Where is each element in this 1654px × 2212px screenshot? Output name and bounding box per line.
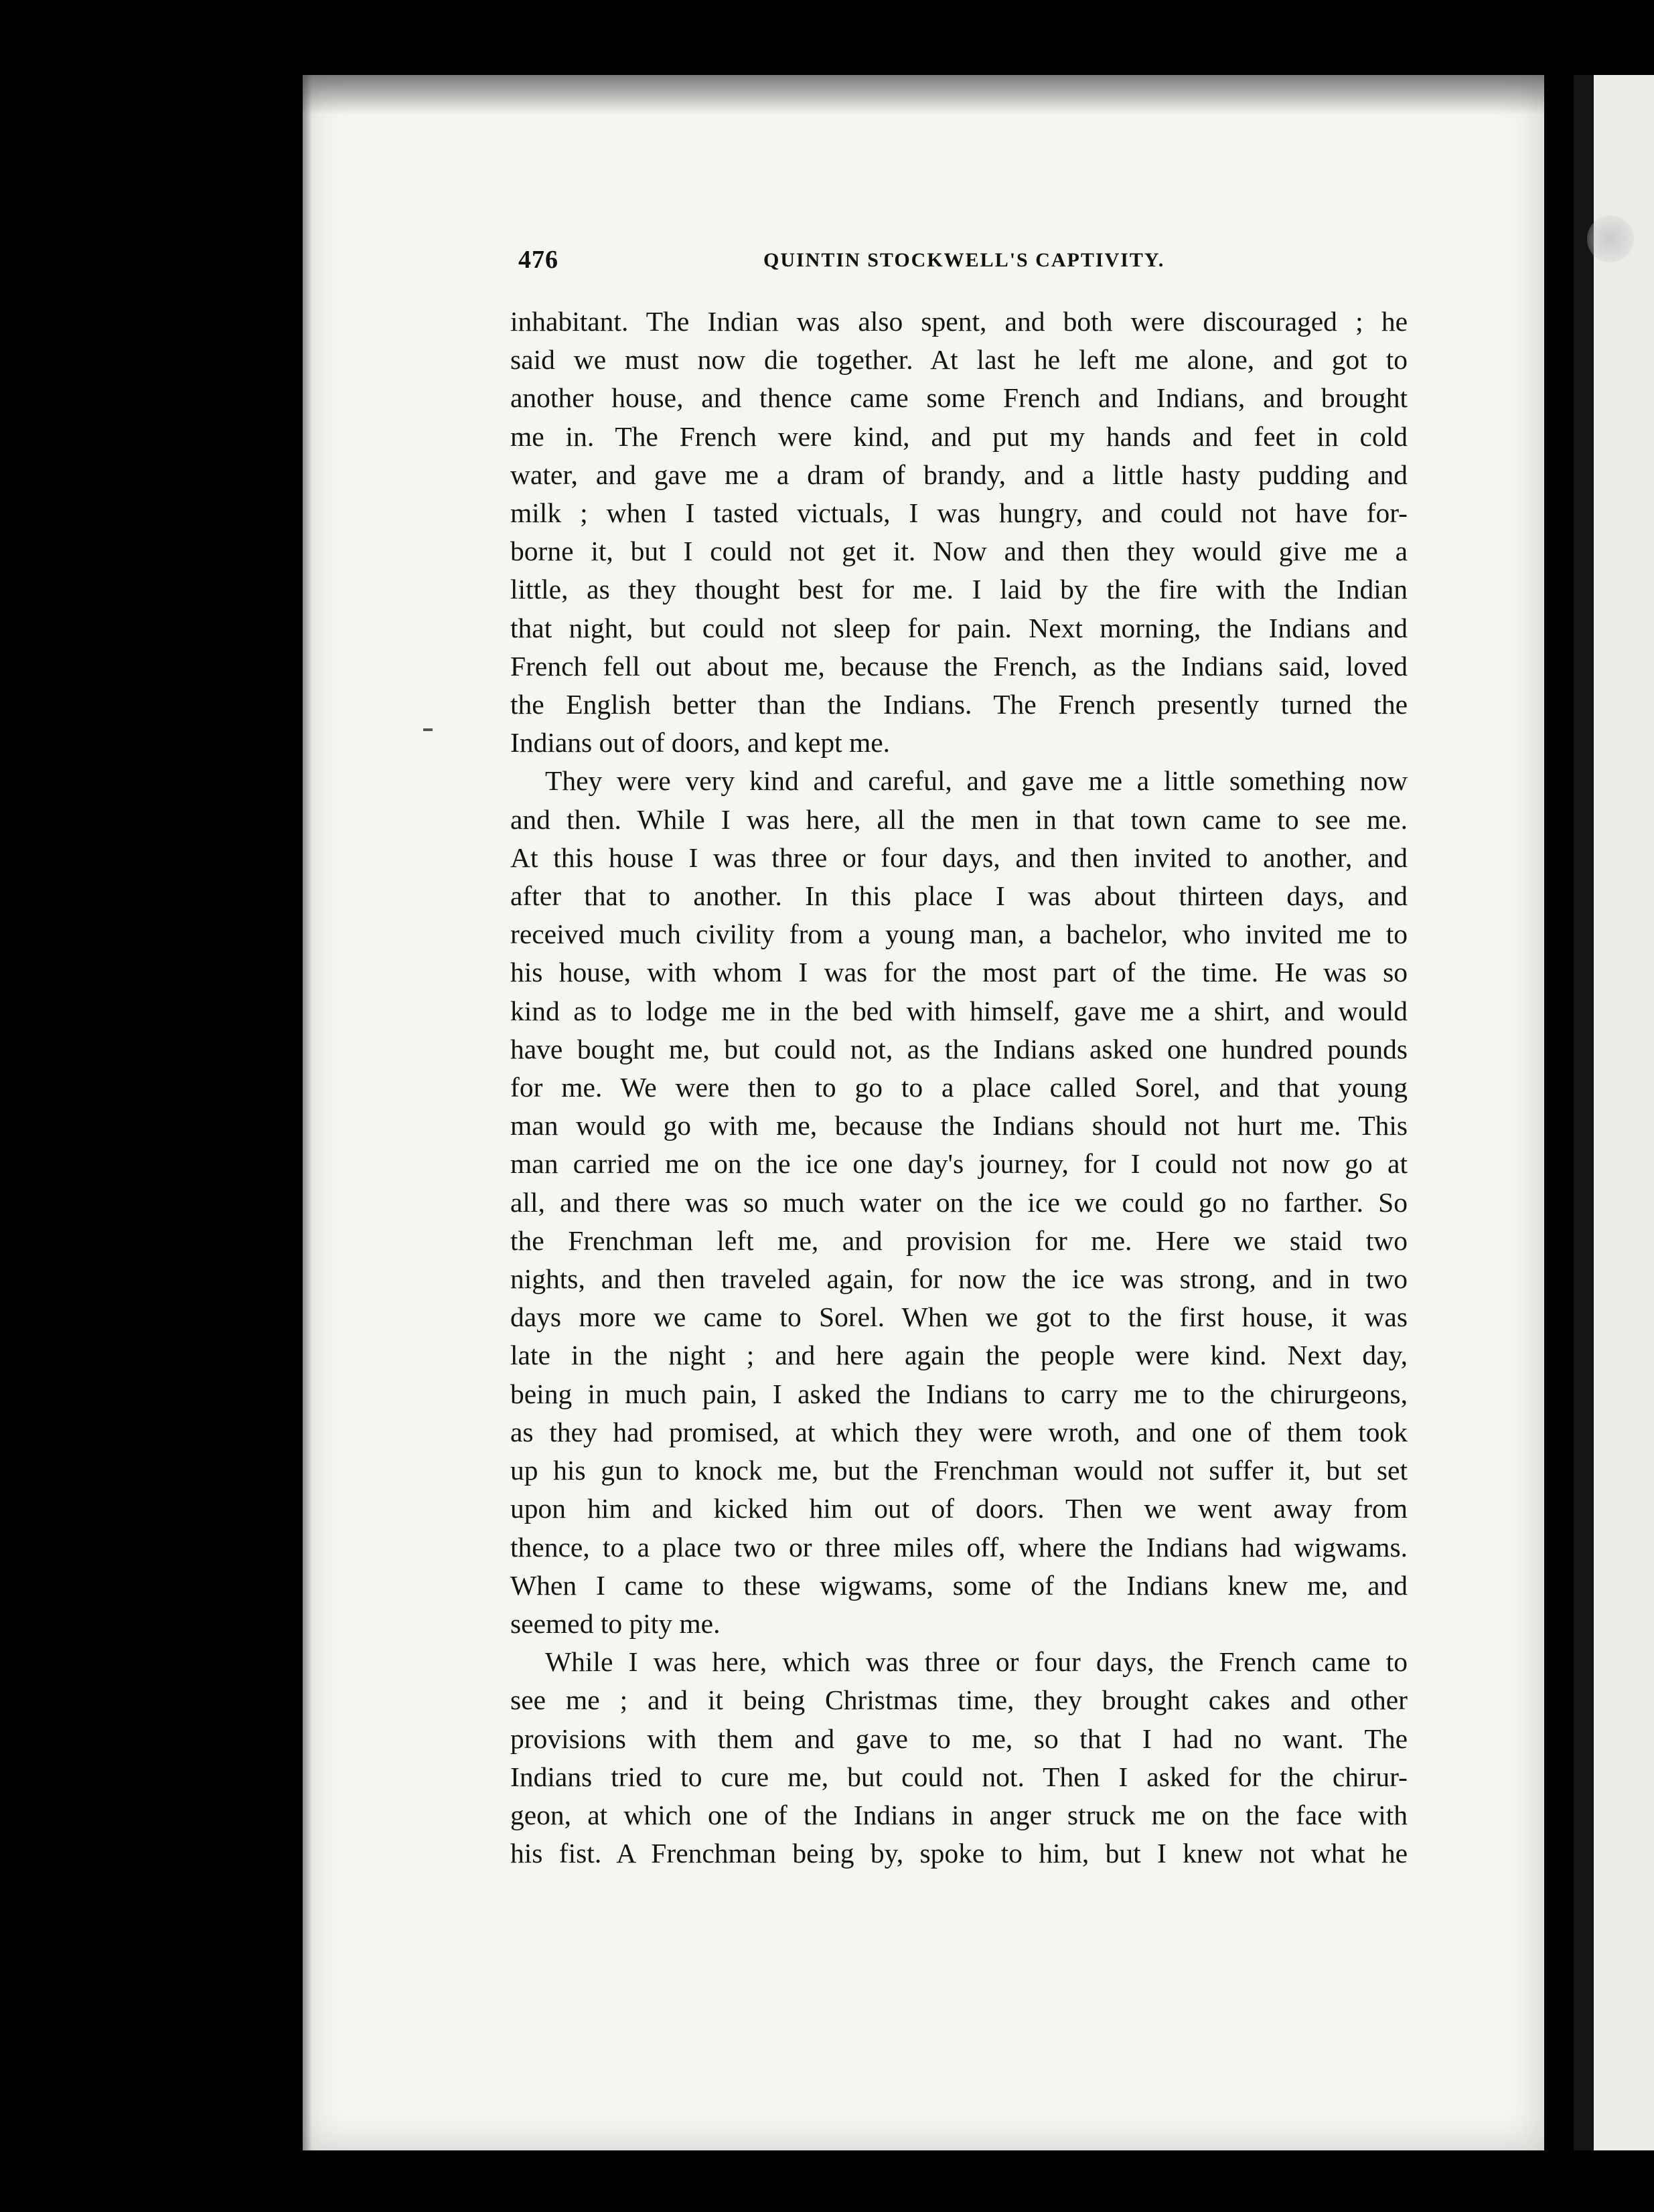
page-gutter-shadow bbox=[303, 75, 312, 2150]
adjacent-page-edge bbox=[1574, 75, 1654, 2150]
text-line: thence, to a place two or three miles off, where the Indians had wigwams. bbox=[510, 1531, 1408, 1563]
text-line: man carried me on the ice one day's journey, for I could not now go at bbox=[510, 1148, 1408, 1180]
text-line: for me. We were then to go to a place called Sorel, and that young bbox=[510, 1072, 1408, 1103]
paragraph bbox=[510, 303, 1408, 762]
text-line: nights, and then traveled again, for now the ice was strong, and in two bbox=[510, 1263, 1408, 1295]
text-line: man would go with me, because the Indians should not hurt me. This bbox=[510, 1110, 1408, 1141]
text-line: geon, at which one of the Indians in anger struck me on the face with bbox=[510, 1799, 1408, 1830]
text-line: days more we came to Sorel. When we got to the first house, it was bbox=[510, 1301, 1408, 1333]
text-line: that night, but could not sleep for pain. Next morning, the Indians and bbox=[510, 612, 1408, 643]
text-line: While I was here, which was three or four days, the French came to bbox=[545, 1646, 1408, 1678]
page-number: 476 bbox=[518, 246, 558, 274]
text-line: kind as to lodge me in the bed with himself, gave me a shirt, and would bbox=[510, 995, 1408, 1026]
text-line: up his gun to knock me, but the Frenchman would not suffer it, but set bbox=[510, 1455, 1408, 1486]
text-line: little, as they thought best for me. I laid by the fire with the Indian bbox=[510, 574, 1408, 605]
text-line: borne it, but I could not get it. Now and then they would give me a bbox=[510, 536, 1408, 567]
paragraph bbox=[510, 1643, 1408, 1873]
text-line: seemed to pity me. bbox=[510, 1607, 721, 1639]
text-line: another house, and thence came some French and Indians, and brought bbox=[510, 382, 1408, 414]
text-line: Indians out of doors, and kept me. bbox=[510, 727, 891, 759]
text-line: Indians tried to cure me, but could not. Then I asked for the chirur- bbox=[510, 1761, 1408, 1792]
stray-mark bbox=[423, 728, 433, 731]
text-line: and then. While I was here, all the men in that town came to see me. bbox=[510, 803, 1408, 835]
text-line: provisions with them and gave to me, so that I had no want. The bbox=[510, 1723, 1408, 1754]
text-line: inhabitant. The Indian was also spent, and both were discouraged ; he bbox=[510, 306, 1408, 337]
text-line: the Frenchman left me, and provision for me. Here we staid two bbox=[510, 1224, 1408, 1256]
text-line: have bought me, but could not, as the Indians asked one hundred pounds bbox=[510, 1033, 1408, 1064]
text-line: received much civility from a young man, a bachelor, who invited me to bbox=[510, 919, 1408, 950]
text-line: all, and there was so much water on the ice we could go no farther. So bbox=[510, 1186, 1408, 1218]
text-line: as they had promised, at which they were wroth, and one of them took bbox=[510, 1416, 1408, 1447]
text-line: French fell out about me, because the French, as the Indians said, loved bbox=[510, 650, 1408, 682]
text-line: see me ; and it being Christmas time, they brought cakes and other bbox=[510, 1684, 1408, 1716]
paragraph bbox=[510, 762, 1408, 1643]
text-line: At this house I was three or four days, and then invited to another, and bbox=[510, 842, 1408, 873]
page-edge-shadow bbox=[303, 75, 1544, 115]
text-line: being in much pain, I asked the Indians to carry me to the chirurgeons, bbox=[510, 1378, 1408, 1409]
text-line: upon him and kicked him out of doors. Then we went away from bbox=[510, 1493, 1408, 1524]
text-line: When I came to these wigwams, some of the Indians knew me, and bbox=[510, 1569, 1408, 1601]
text-line: water, and gave me a dram of brandy, and a little hasty pudding and bbox=[510, 459, 1408, 490]
text-line: the English better than the Indians. The French presently turned the bbox=[510, 689, 1408, 720]
text-line: his house, with whom I was for the most part of the time. He was so bbox=[510, 957, 1408, 988]
body-text bbox=[510, 303, 1408, 1873]
text-line: me in. The French were kind, and put my hands and feet in cold bbox=[510, 420, 1408, 452]
text-line: They were very kind and careful, and gave me a little something now bbox=[545, 765, 1408, 797]
text-line: said we must now die together. At last he left me alone, and got to bbox=[510, 344, 1408, 376]
text-line: his fist. A Frenchman being by, spoke to him, but I knew not what he bbox=[510, 1838, 1408, 1869]
text-line: milk ; when I tasted victuals, I was hungry, and could not have for- bbox=[510, 497, 1408, 529]
paper-stain bbox=[1587, 216, 1634, 262]
text-line: after that to another. In this place I was about thirteen days, and bbox=[510, 880, 1408, 912]
text-line: late in the night ; and here again the people were kind. Next day, bbox=[510, 1340, 1408, 1371]
gutter-shadow bbox=[1574, 75, 1594, 2150]
running-head: QUINTIN STOCKWELL'S CAPTIVITY. bbox=[763, 249, 1165, 271]
